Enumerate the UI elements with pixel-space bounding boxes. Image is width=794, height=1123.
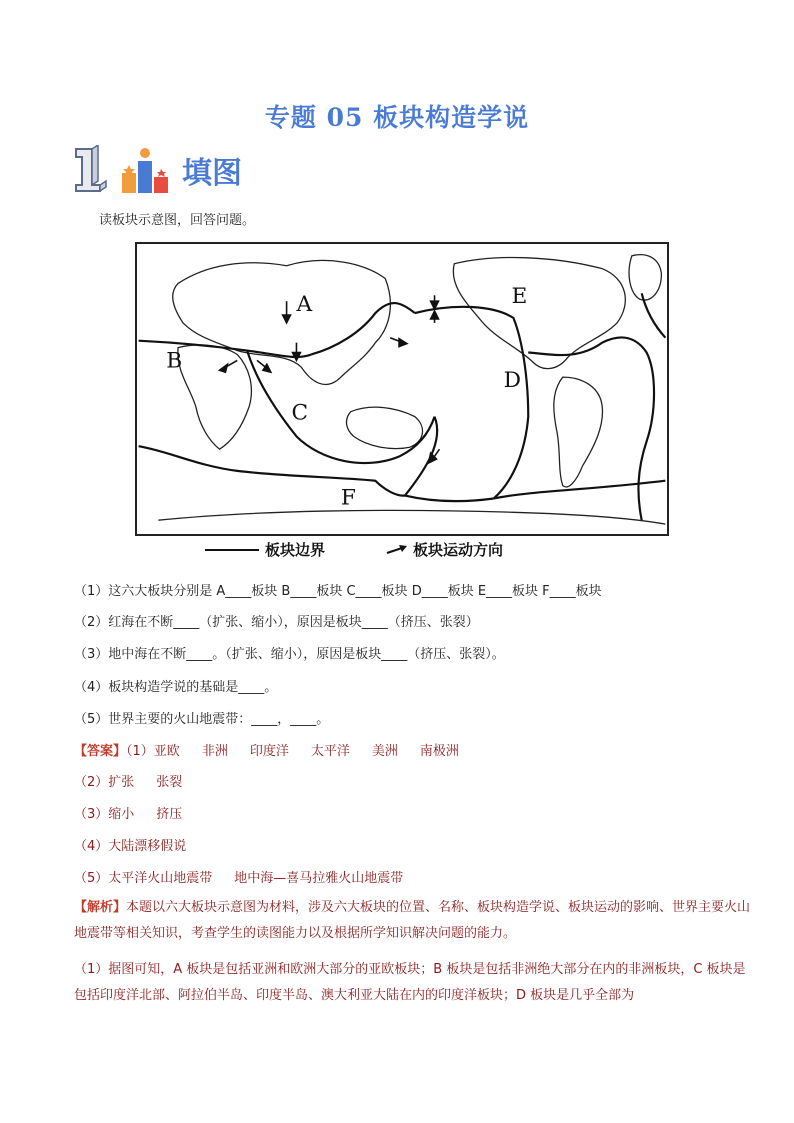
section-number-icon <box>70 145 108 195</box>
answer-item: 地中海—喜马拉雅火山地震带 <box>234 871 404 886</box>
answer-item: 张裂 <box>156 775 183 790</box>
europe-asia-outline <box>173 260 391 384</box>
legend-direction-label: 板块运动方向 <box>413 541 504 559</box>
analysis-text: 本题以六大板块示意图为材料，涉及六大板块的位置、名称、板块构造学说、板块运动的影响、世界主要火山地震带等相关知识，考查学生的读图能力以及根据所学知识解决问题的能力。 <box>74 900 751 941</box>
section-label: 填图 <box>182 156 242 191</box>
page-title: 专题 05 板块构造学说 <box>264 103 530 132</box>
plate-map <box>135 242 669 536</box>
plate-label-f: F <box>340 485 356 511</box>
answer-line-2 <box>74 771 182 790</box>
plate-label-b: B <box>166 348 183 374</box>
answer-line-1 <box>74 740 459 759</box>
analysis-tag: 【解析】 <box>74 900 127 915</box>
answer-item: 挤压 <box>156 807 183 822</box>
question-5: （5）世界主要的火山地震带：____，____。 <box>74 712 330 727</box>
south-america-outline <box>554 377 603 487</box>
answer-item: 太平洋火山地震带 <box>108 871 213 886</box>
answer-5-prefix: （5） <box>74 871 109 886</box>
plate-map-drawing <box>137 244 667 534</box>
direction-arrow-icon <box>385 543 409 557</box>
answer-item: 缩小 <box>108 807 135 822</box>
answer-line-5 <box>74 867 403 886</box>
boundary-pacific <box>415 307 528 499</box>
answer-3-prefix: （3） <box>74 807 109 822</box>
answer-item: 太平洋 <box>310 744 350 759</box>
analysis-paragraph-2: （1）据图可知，A 板块是包括亚洲和欧洲大部分的亚欧板块；B 板块是包括非洲绝大部分在内的非洲板块，C 板块是包括印度洋北部、阿拉伯半岛、印度半岛、澳大利亚大陆在内的印度洋板块；D 板块是几乎全部为 <box>74 962 746 1003</box>
plate-label-d: D <box>503 368 521 394</box>
intro-text: 读板块示意图，回答问题。 <box>99 213 256 228</box>
answer-item: 美洲 <box>371 744 398 759</box>
podium-icon <box>120 147 172 193</box>
answer-item: 扩张 <box>108 775 135 790</box>
greenland-outline <box>629 255 661 300</box>
analysis-paragraph <box>74 895 754 947</box>
north-america-outline <box>453 257 625 368</box>
plate-label-c: C <box>291 400 309 426</box>
legend-boundary-label: 板块边界 <box>265 541 326 559</box>
section-header <box>70 144 242 196</box>
answer-line-3 <box>74 803 182 822</box>
africa-outline <box>178 345 252 449</box>
answer-tag: 【答案】 <box>74 744 127 759</box>
plate-label-e: E <box>511 284 528 310</box>
answer-2-prefix: （2） <box>74 775 109 790</box>
question-4: （4）板块构造学说的基础是____。 <box>74 680 278 695</box>
boundary-eurasia-africa <box>139 341 312 357</box>
answer-line-4: （4）大陆漂移假说 <box>74 839 187 854</box>
map-legend <box>205 539 503 560</box>
plate-label-a: A <box>296 292 313 318</box>
answer-item: 印度洋 <box>249 744 289 759</box>
question-1: （1）这六大板块分别是 A____板块 B____板块 C____板块 D____板块 E____板块 F____板块 <box>74 584 602 599</box>
australia-outline <box>346 407 422 448</box>
boundary-line-icon <box>205 549 259 551</box>
boundary-indian-ocean <box>247 351 434 463</box>
answer-item: 非洲 <box>201 744 228 759</box>
answer-item: 南极洲 <box>419 744 459 759</box>
antarctica-outline <box>158 510 665 524</box>
question-3: （3）地中海在不断____。（扩张、缩小），原因是板块____（挤压、张裂）。 <box>74 647 505 662</box>
answer-item: 亚欧 <box>153 744 180 759</box>
question-2: （2）红海在不断____（扩张、缩小），原因是板块____（挤压、张裂） <box>74 615 479 630</box>
answer-1-prefix: （1） <box>126 744 154 759</box>
boundary-pacific-south <box>405 417 494 502</box>
boundary-antarctic <box>139 446 405 495</box>
